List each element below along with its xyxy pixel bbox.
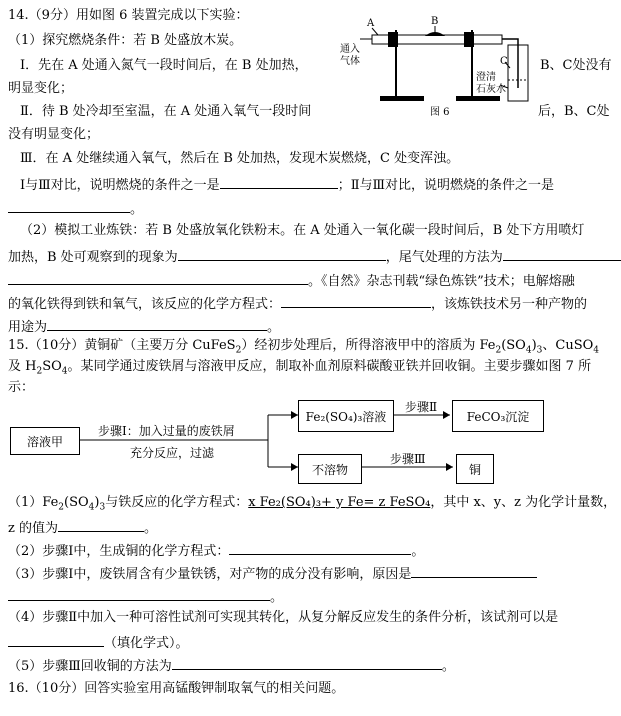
q15-a4-b: （填化学式）。 bbox=[104, 636, 189, 651]
q15-a2-text: （2）步骤Ⅰ中，生成铜的化学方程式： bbox=[8, 544, 230, 559]
q15-title-d: ) bbox=[531, 338, 537, 353]
q15-title-e: 、CuSO bbox=[542, 338, 594, 353]
q15-a1-d: 与铁反应的化学方程式： bbox=[105, 495, 249, 510]
q14-step3: Ⅲ．在 A 处继续通入氧气，然后在 B 处加热，发现木炭燃烧，C 处变浑浊。 bbox=[20, 151, 460, 166]
q15-title-c: (SO bbox=[501, 338, 526, 353]
q15-a1-z bbox=[8, 517, 157, 538]
q15-a1-equation: x Fe₂(SO₄)₃+ y Fe= z FeSO₄ bbox=[248, 495, 431, 510]
arrowhead-step3 bbox=[446, 463, 453, 471]
q15-a1-z-text: z 的值为 bbox=[8, 521, 58, 536]
stand-base-left bbox=[380, 96, 424, 101]
q15-title-b: ）经初步处理后，所得溶液甲中的溶质为 Fe bbox=[241, 338, 496, 353]
q15-a2-end: 。 bbox=[411, 544, 425, 559]
clamp-right bbox=[464, 32, 474, 47]
q15-a1-e: ，其中 x、y、z 为化学计量数， bbox=[430, 495, 617, 510]
flow-step1-label-b: 充分反应，过滤 bbox=[130, 446, 215, 460]
q15-title: 15.（10分）黄铜矿（主要万分 CuFeS$_2$）经初步处理后，所得溶液甲中的溶质为 $Fe_2(SO_4)_3$、CuSO$_4$ bbox=[8, 338, 599, 356]
q15-a3-line2 bbox=[8, 586, 283, 607]
q15-line2: 及 $H_2SO_4$。某同学通过废铁屑与溶液甲反应，制取补血剂原料碳酸亚铁并回收铜。主要步骤如图 7 所 bbox=[8, 359, 592, 377]
q14-part2d-text: 。《自然》杂志刊载“绿色炼铁”技术；电解熔融 bbox=[308, 274, 575, 289]
q14-part2b-text: 加热，B 处可观察到的现象为 bbox=[8, 250, 178, 265]
q14-part2a: （2）模拟工业炼铁：若 B 处盛放氧化铁粉末。在 A 处通入一氧化碳一段时间后，B 处下方用喷灯 bbox=[20, 223, 585, 238]
figure-caption: 图 6 bbox=[430, 107, 450, 118]
stand-base-right bbox=[456, 96, 500, 101]
flow-step3-label: 步骤Ⅲ bbox=[390, 452, 426, 466]
flow-box-fe2so43: Fe₂(SO₄)₃溶液 bbox=[298, 400, 394, 432]
q15-line2-c: 。某同学通过废铁屑与溶液甲反应，制取补血剂原料碳酸亚铁并回收铜。主要步骤如图 7 所 bbox=[67, 359, 592, 374]
q15-line3: 示： bbox=[8, 380, 35, 395]
q14-part2e-text: 的氧化铁得到铁和氧气，该反应的化学方程式： bbox=[8, 297, 282, 312]
answer-blank[interactable] bbox=[58, 517, 144, 532]
q14-step2c: 没有明显变化； bbox=[8, 127, 100, 142]
arrowhead-step2 bbox=[443, 411, 450, 419]
figure-label-c: C bbox=[500, 56, 508, 67]
q15-a5-text: （5）步骤Ⅲ回收铜的方法为 bbox=[8, 659, 172, 674]
answer-blank[interactable] bbox=[281, 293, 431, 308]
q14-step2a: Ⅱ．待 B 处冷却至室温，在 A 处通入氧气一段时间 bbox=[20, 104, 312, 119]
figure-lime-2: 石灰水 bbox=[476, 84, 506, 95]
q15-a1: $(1)Fe_2(SO_4)_3$与铁反应的化学方程式：x Fe₂(SO₄)₃+ y Fe= z FeSO₄，其中 x、y、z 为化学计量数， bbox=[8, 495, 617, 513]
q14-compare-a: Ⅰ与Ⅲ对比，说明燃烧的条件之一是 bbox=[20, 178, 220, 193]
q14-part2c-text: ，尾气处理的方法为 bbox=[385, 250, 503, 265]
q15-a3 bbox=[8, 563, 537, 584]
q15-a1-a: （1）Fe bbox=[8, 495, 59, 510]
q14-part1: （1）探究燃烧条件：若 B 处盛放木炭。 bbox=[8, 33, 243, 48]
answer-blank[interactable] bbox=[8, 586, 270, 601]
flow-box-solution-a: 溶液甲 bbox=[10, 427, 80, 455]
q14-step1c: 明显变化； bbox=[8, 81, 74, 96]
answer-blank[interactable] bbox=[47, 316, 267, 331]
q15-a1-b: (SO bbox=[64, 495, 89, 510]
flow-box-insoluble: 不溶物 bbox=[298, 454, 362, 484]
q15-line2-b: SO bbox=[42, 359, 62, 374]
q14-part2b bbox=[8, 246, 621, 267]
answer-blank[interactable] bbox=[503, 246, 621, 261]
arrowhead-bottom bbox=[291, 463, 298, 471]
figure-inlet-1: 通入 bbox=[340, 44, 360, 55]
q14-step1b: B、C处没有 bbox=[540, 58, 612, 73]
q14-compare bbox=[20, 174, 554, 195]
answer-blank[interactable] bbox=[172, 655, 442, 670]
q15-a1-z-end: 。 bbox=[143, 521, 157, 536]
q14-compare-line2: 。 bbox=[8, 198, 143, 219]
q15-a5 bbox=[8, 655, 455, 676]
figure-inlet-2: 气体 bbox=[340, 56, 360, 67]
leader-a bbox=[372, 28, 378, 35]
clamp-left bbox=[388, 32, 398, 47]
q15-title-a: 15.（10分）黄铜矿（主要万分 CuFeS bbox=[8, 338, 236, 353]
q14-part2g: 用途为 。 bbox=[8, 316, 280, 337]
q14-part2e bbox=[8, 293, 587, 314]
answer-blank[interactable] bbox=[229, 540, 411, 555]
q14-compare-b: ；Ⅱ与Ⅲ对比，说明燃烧的条件之一是 bbox=[337, 178, 555, 193]
flow-box-copper: 铜 bbox=[456, 454, 494, 484]
q14-part2d bbox=[8, 270, 575, 291]
q15-a4: （4）步骤Ⅱ中加入一种可溶性试剂可实现其转化，从复分解反应发生的条件分析，该试剂可以是 bbox=[8, 610, 559, 625]
q15-a5-end: 。 bbox=[441, 659, 455, 674]
q14-title: 14.（9分）用如图 6 装置完成以下实验： bbox=[8, 8, 249, 23]
q14-part2g-text: 用途为 bbox=[8, 320, 48, 335]
flow-box-feco3: FeCO₃沉淀 bbox=[452, 400, 544, 432]
answer-blank[interactable] bbox=[220, 174, 338, 189]
figure-label-a: A bbox=[367, 18, 375, 29]
q15-a2 bbox=[8, 540, 424, 561]
q15-a4-line2 bbox=[8, 632, 189, 653]
answer-blank[interactable] bbox=[8, 270, 308, 285]
q15-line2-a: 及 H bbox=[8, 359, 37, 374]
answer-blank[interactable] bbox=[8, 632, 104, 647]
answer-blank[interactable] bbox=[411, 563, 537, 578]
q15-a1-c: ) bbox=[94, 495, 100, 510]
q15-a3-text: （3）步骤Ⅰ中，废铁屑含有少量铁锈，对产物的成分没有影响，原因是 bbox=[8, 567, 412, 582]
arrowhead-top bbox=[291, 411, 298, 419]
figure-lime-1: 澄清 bbox=[476, 72, 496, 83]
flow-step2-label: 步骤Ⅱ bbox=[405, 400, 438, 414]
q14-step1a: Ⅰ．先在 A 处通入氮气一段时间后，在 B 处加热， bbox=[20, 58, 308, 73]
answer-blank[interactable] bbox=[8, 198, 130, 213]
flow-step1-label-a: 步骤Ⅰ：加入过量的废铁屑 bbox=[98, 424, 235, 438]
answer-blank[interactable] bbox=[178, 246, 386, 261]
q14-part2f-text: ，该炼铁技术另一种产物的 bbox=[431, 297, 588, 312]
q15-a3-end: 。 bbox=[270, 590, 284, 605]
q14-step2b: 后，B、C处 bbox=[538, 104, 610, 119]
figure-label-b: B bbox=[431, 16, 439, 27]
q16-title: 16.（10分）回答实验室用高锰酸钾制取氧气的相关问题。 bbox=[8, 681, 345, 696]
